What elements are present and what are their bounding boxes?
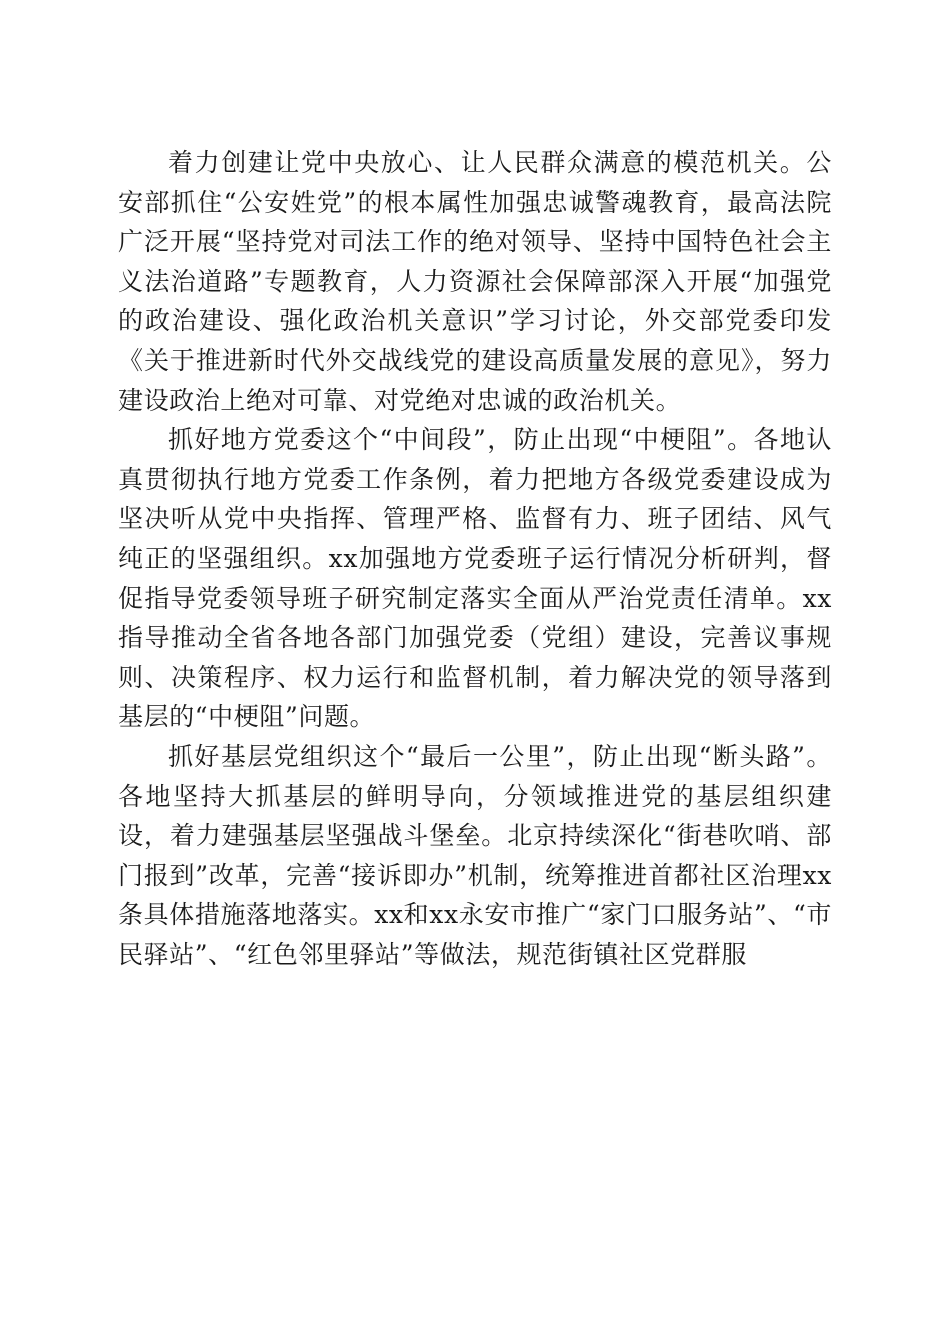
- paragraph-model-organs: 着力创建让党中央放心、让人民群众满意的模范机关。公安部抓住“公安姓党”的根本属性加强忠诚警魂教育，最高法院广泛开展“坚持党对司法工作的绝对领导、坚持中国特色社会主义法治道路”专题教育，人力资源社会保障部深入开展“加强党的政治建设、强化政治机关意识”学习讨论，外交部党委印发《关于推进新时代外交战线党的建设高质量发展的意见》，努力建设政治上绝对可靠、对党绝对忠诚的政治机关。: [118, 148, 832, 415]
- document-page: [118, 143, 832, 974]
- paragraph-grassroots-organizations: 抓好基层党组织这个“最后一公里”，防止出现“断头路”。各地坚持大抓基层的鲜明导向，分领域推进党的基层组织建设，着力建强基层坚强战斗堡垒。北京持续深化“街巷吹哨、部门报到”改革，完善“接诉即办”机制，统筹推进首都社区治理xx条具体措施落地落实。xx和xx永安市推广“家门口服务站”、“市民驿站”、“红色邻里驿站”等做法，规范街镇社区党群服: [118, 741, 832, 969]
- paragraph-local-party-committees: 抓好地方党委这个“中间段”，防止出现“中梗阻”。各地认真贯彻执行地方党委工作条例，着力把地方各级党委建设成为坚决听从党中央指挥、管理严格、监督有力、班子团结、风气纯正的坚强组织。xx加强地方党委班子运行情况分析研判，督促指导党委领导班子研究制定落实全面从严治党责任清单。xx指导推动全省各地各部门加强党委（党组）建设，完善议事规则、决策程序、权力运行和监督机制，着力解决党的领导落到基层的“中梗阻”问题。: [118, 425, 832, 732]
